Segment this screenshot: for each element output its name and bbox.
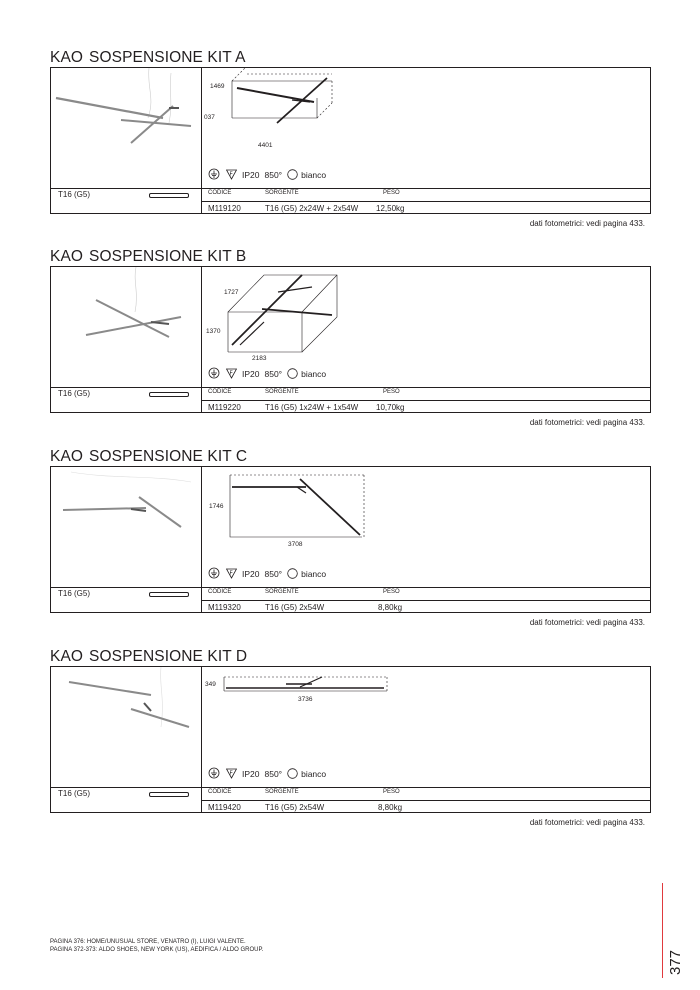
f-mark-icon bbox=[226, 169, 237, 182]
product-name: SOSPENSIONE KIT A bbox=[89, 49, 246, 66]
finish-color-swatch-icon bbox=[287, 368, 298, 381]
finish: bianco bbox=[301, 569, 327, 579]
ground-icon bbox=[208, 168, 220, 182]
finish-color-swatch-icon bbox=[287, 568, 298, 581]
finish: bianco bbox=[301, 369, 327, 379]
ip-rating: IP20 bbox=[242, 769, 260, 779]
section-title bbox=[50, 49, 246, 67]
product-weight: 10,70kg bbox=[376, 403, 405, 412]
photometric-note: dati fotometrici: vedi pagina 433. bbox=[529, 219, 645, 228]
page-number: 377 bbox=[667, 949, 684, 975]
finish: bianco bbox=[301, 769, 327, 779]
header-source: SORGENTE bbox=[265, 589, 299, 595]
lamp-type: T16 (G5) bbox=[58, 789, 91, 798]
svg-text:F: F bbox=[229, 170, 233, 177]
product-photo bbox=[51, 68, 202, 188]
header-source: SORGENTE bbox=[265, 389, 299, 395]
color-temperature: 850° bbox=[264, 769, 283, 779]
color-temperature: 850° bbox=[264, 170, 283, 180]
product-photo bbox=[51, 667, 202, 787]
product-card bbox=[50, 266, 651, 413]
photometric-note: dati fotometrici: vedi pagina 433. bbox=[529, 818, 645, 827]
tube-icon bbox=[149, 193, 189, 198]
lamp-type: T16 (G5) bbox=[58, 190, 91, 199]
dimension-label: 2183 bbox=[252, 355, 267, 362]
product-card bbox=[50, 466, 651, 613]
header-code: CODICE bbox=[208, 389, 232, 395]
spec-icons bbox=[208, 567, 326, 581]
tube-icon bbox=[149, 592, 189, 597]
product-card bbox=[50, 67, 651, 214]
finish-color-swatch-icon bbox=[287, 169, 298, 182]
credit-line: PAGINA 376: HOME/UNUSUAL STORE, VENATRO (I), LUIGI VALENTE. bbox=[50, 939, 246, 945]
product-weight: 8,80kg bbox=[378, 603, 403, 612]
dimension-label: 3708 bbox=[288, 541, 303, 548]
photo-credits bbox=[50, 938, 263, 954]
product-weight: 8,80kg bbox=[378, 803, 403, 812]
brand-name: KAO bbox=[50, 448, 84, 465]
header-source: SORGENTE bbox=[265, 789, 299, 795]
section-title bbox=[50, 648, 247, 666]
header-code: CODICE bbox=[208, 190, 232, 196]
tube-icon bbox=[149, 792, 189, 797]
dimension-label: 3736 bbox=[298, 696, 313, 703]
product-code: M119120 bbox=[208, 204, 241, 213]
dimension-label: 1727 bbox=[224, 289, 239, 296]
f-mark-icon bbox=[226, 368, 237, 381]
product-source: T16 (G5) 2x54W bbox=[265, 803, 325, 812]
ground-icon bbox=[208, 367, 220, 381]
product-code: M119220 bbox=[208, 403, 241, 412]
header-code: CODICE bbox=[208, 789, 232, 795]
tube-icon bbox=[149, 392, 189, 397]
product-weight: 12,50kg bbox=[376, 204, 405, 213]
product-source: T16 (G5) 2x54W bbox=[265, 603, 325, 612]
finish: bianco bbox=[301, 170, 327, 180]
product-name: SOSPENSIONE KIT B bbox=[89, 248, 247, 265]
ip-rating: IP20 bbox=[242, 569, 260, 579]
dimension-label: 1469 bbox=[210, 83, 225, 90]
ground-icon bbox=[208, 767, 220, 781]
svg-text:F: F bbox=[229, 369, 233, 376]
product-source: T16 (G5) 1x24W + 1x54W bbox=[265, 403, 359, 412]
page-accent-line bbox=[662, 883, 663, 978]
spec-icons bbox=[208, 767, 326, 781]
svg-text:F: F bbox=[229, 769, 233, 776]
header-weight: PESO bbox=[383, 190, 400, 196]
header-weight: PESO bbox=[383, 589, 400, 595]
product-photo bbox=[51, 267, 202, 387]
brand-name: KAO bbox=[50, 248, 84, 265]
header-code: CODICE bbox=[208, 589, 232, 595]
f-mark-icon bbox=[226, 568, 237, 581]
product-card bbox=[50, 666, 651, 813]
product-photo bbox=[51, 467, 202, 587]
dimension-label: 1746 bbox=[209, 503, 224, 510]
photometric-note: dati fotometrici: vedi pagina 433. bbox=[529, 418, 645, 427]
finish-color-swatch-icon bbox=[287, 768, 298, 781]
product-source: T16 (G5) 2x24W + 2x54W bbox=[265, 204, 359, 213]
lamp-type: T16 (G5) bbox=[58, 389, 91, 398]
photometric-note: dati fotometrici: vedi pagina 433. bbox=[529, 618, 645, 627]
dimension-label: 4401 bbox=[258, 142, 273, 149]
spec-icons bbox=[208, 367, 326, 381]
product-name: SOSPENSIONE KIT D bbox=[89, 648, 248, 665]
color-temperature: 850° bbox=[264, 569, 283, 579]
product-name: SOSPENSIONE KIT C bbox=[89, 448, 248, 465]
dimension-label: 037 bbox=[204, 114, 215, 121]
f-mark-icon bbox=[226, 768, 237, 781]
credit-line: PAGINA 372-373: ALDO SHOES, NEW YORK (US), AEDIFICA / ALDO GROUP. bbox=[50, 947, 264, 953]
dimension-label: 1370 bbox=[206, 328, 221, 335]
spec-icons bbox=[208, 168, 326, 182]
product-code: M119320 bbox=[208, 603, 241, 612]
svg-text:F: F bbox=[229, 569, 233, 576]
ip-rating: IP20 bbox=[242, 170, 260, 180]
brand-name: KAO bbox=[50, 49, 84, 66]
header-weight: PESO bbox=[383, 389, 400, 395]
lamp-type: T16 (G5) bbox=[58, 589, 91, 598]
section-title bbox=[50, 248, 246, 266]
color-temperature: 850° bbox=[264, 369, 283, 379]
section-title bbox=[50, 448, 247, 466]
header-source: SORGENTE bbox=[265, 190, 299, 196]
dimension-label: 349 bbox=[205, 681, 216, 688]
brand-name: KAO bbox=[50, 648, 84, 665]
ip-rating: IP20 bbox=[242, 369, 260, 379]
product-code: M119420 bbox=[208, 803, 241, 812]
header-weight: PESO bbox=[383, 789, 400, 795]
ground-icon bbox=[208, 567, 220, 581]
